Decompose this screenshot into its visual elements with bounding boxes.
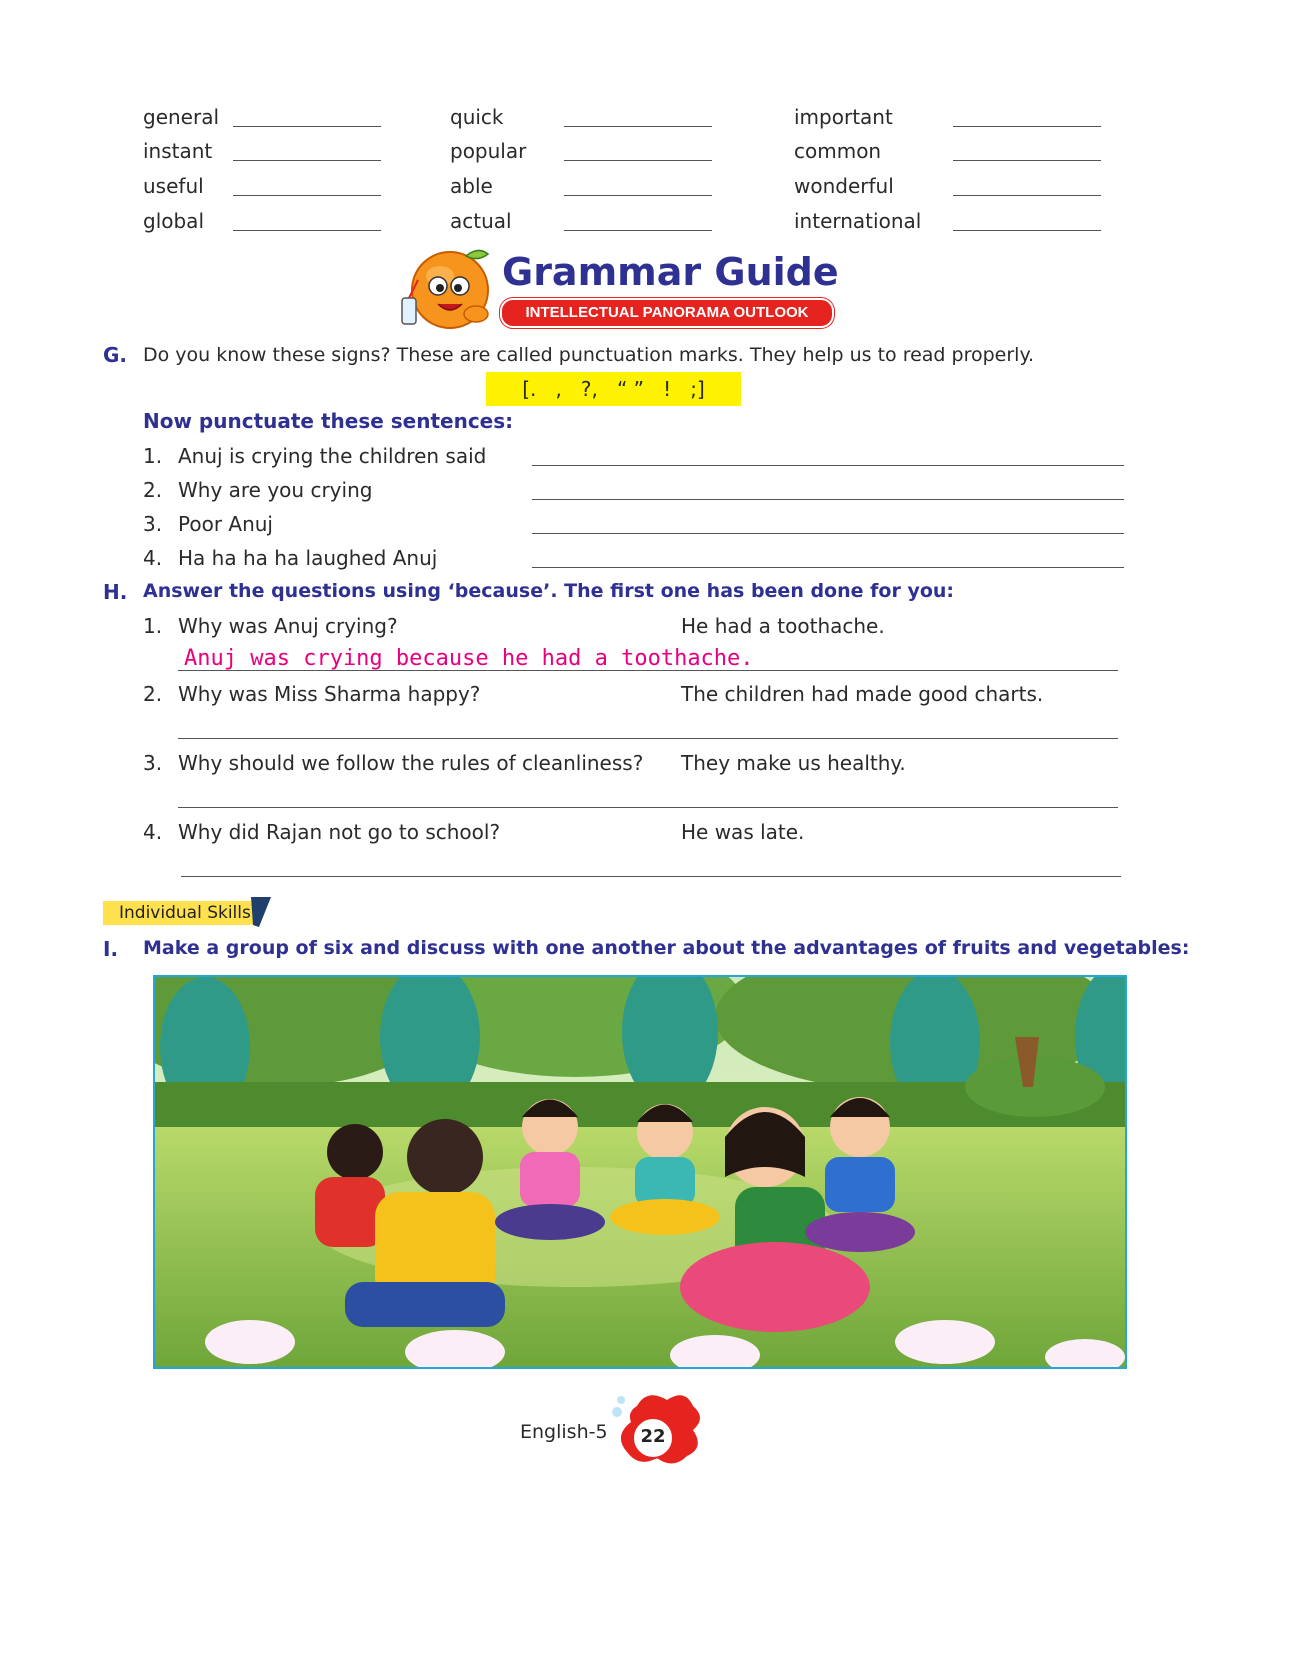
banner-subtitle-pill — [500, 298, 834, 328]
answer-line[interactable] — [181, 876, 1121, 877]
hint: He was late. — [681, 820, 805, 844]
item-number: 1. — [143, 444, 163, 468]
answer-line[interactable] — [532, 567, 1124, 568]
park-scene-illustration — [155, 977, 1125, 1367]
word: international — [794, 209, 922, 233]
section-instruction: Do you know these signs? These are called punctuation marks. They help us to read properly. — [143, 344, 1035, 366]
item-number: 3. — [143, 512, 163, 536]
item-number: 2. — [143, 682, 163, 706]
question: Why was Anuj crying? — [178, 614, 398, 638]
item-number: 4. — [143, 820, 163, 844]
answer-line[interactable] — [532, 465, 1124, 466]
sentence: Why are you crying — [178, 478, 373, 502]
answer-blank[interactable] — [233, 195, 381, 196]
word: global — [143, 209, 204, 233]
answer-blank[interactable] — [233, 230, 381, 231]
hint: He had a toothache. — [681, 614, 885, 638]
word: instant — [143, 139, 213, 163]
banner-title: Grammar Guide — [502, 250, 839, 294]
word: important — [794, 105, 893, 129]
question: Why was Miss Sharma happy? — [178, 682, 481, 706]
grammar-guide-banner — [388, 246, 838, 336]
question: Why should we follow the rules of cleanliness? — [178, 751, 644, 775]
answer-line[interactable] — [178, 670, 1118, 671]
sentence: Anuj is crying the children said — [178, 444, 487, 468]
handwritten-answer: Anuj was crying because he had a toothache. — [184, 646, 754, 671]
children-discussion-illustration — [153, 975, 1127, 1369]
answer-line[interactable] — [178, 738, 1118, 739]
orange-mascot-icon — [388, 246, 500, 336]
hint: The children had made good charts. — [681, 682, 1044, 706]
answer-blank[interactable] — [564, 230, 712, 231]
answer-line[interactable] — [178, 807, 1118, 808]
section-label: I. — [103, 937, 119, 961]
word: useful — [143, 174, 204, 198]
answer-blank[interactable] — [564, 126, 712, 127]
item-number: 1. — [143, 614, 163, 638]
word: quick — [450, 105, 504, 129]
punctuation-marks-box — [486, 372, 741, 406]
section-subheading: Now punctuate these sentences: — [143, 409, 514, 433]
answer-blank[interactable] — [953, 230, 1101, 231]
sentence: Poor Anuj — [178, 512, 273, 536]
answer-line[interactable] — [532, 499, 1124, 500]
answer-blank[interactable] — [564, 195, 712, 196]
word: actual — [450, 209, 512, 233]
question: Why did Rajan not go to school? — [178, 820, 501, 844]
sentence: Ha ha ha ha laughed Anuj — [178, 546, 438, 570]
word: popular — [450, 139, 527, 163]
word: able — [450, 174, 493, 198]
punctuation-marks: [. , ?, “ ” ! ;] — [522, 377, 705, 401]
item-number: 3. — [143, 751, 163, 775]
answer-blank[interactable] — [233, 160, 381, 161]
answer-blank[interactable] — [564, 160, 712, 161]
word: general — [143, 105, 220, 129]
section-instruction: Make a group of six and discuss with one another about the advantages of fruits and vegetables: — [143, 937, 1190, 959]
hint: They make us healthy. — [681, 751, 906, 775]
page-number: 22 — [640, 1426, 666, 1447]
tag-label: Individual Skills — [119, 903, 251, 923]
answer-blank[interactable] — [953, 160, 1101, 161]
item-number: 4. — [143, 546, 163, 570]
answer-line[interactable] — [532, 533, 1124, 534]
individual-skills-tag — [103, 897, 273, 929]
section-instruction: Answer the questions using ‘because’. The first one has been done for you: — [143, 580, 955, 602]
book-title: English-5 — [520, 1421, 608, 1443]
banner-subtitle: INTELLECTUAL PANORAMA OUTLOOK — [525, 304, 809, 321]
answer-blank[interactable] — [953, 195, 1101, 196]
word: common — [794, 139, 882, 163]
section-label: G. — [103, 343, 128, 367]
word: wonderful — [794, 174, 894, 198]
answer-blank[interactable] — [953, 126, 1101, 127]
section-label: H. — [103, 580, 128, 604]
item-number: 2. — [143, 478, 163, 502]
answer-blank[interactable] — [233, 126, 381, 127]
